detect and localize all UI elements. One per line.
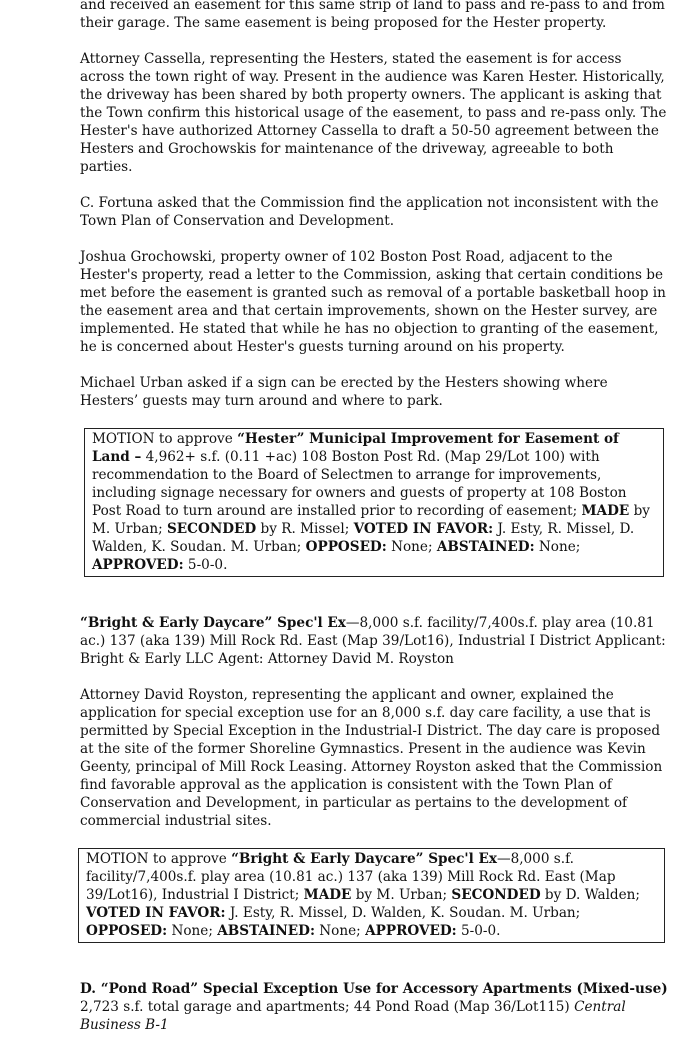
motion-subject: “Hester” Municipal Improvement for Easement of Land – xyxy=(92,431,619,465)
motion-subject: “Bright & Early Daycare” Spec'l Ex xyxy=(231,851,497,867)
voted-label: VOTED IN FAVOR: xyxy=(86,905,226,921)
approved-value: 5-0-0. xyxy=(456,923,501,939)
made-by: by M. Urban; xyxy=(92,503,650,537)
made-by: by M. Urban; xyxy=(351,887,452,903)
paragraph-fortuna: C. Fortuna asked that the Commission find the application not inconsistent with the Town Plan of Conservation and Development. xyxy=(80,195,659,229)
paragraph-attorney-cassella: Attorney Cassella, representing the Hesters, stated the easement is for access across the town right of way. Present in the audience was Karen Hester. Historically, the driveway has been shared by both property owners. The applicant is asking that the Town confirm this historical usage of the easement, to pass and re-pass only. The Hester's have authorized Attorney Cassella to draft a 50-50 agreement between the Hesters and Grochowskis for maintenance of the driveway, agreeable to both parties. xyxy=(80,51,667,175)
motion-prefix: MOTION to approve xyxy=(86,851,232,867)
approved-label: APPROVED: xyxy=(92,557,184,573)
pond-road-details: 2,723 s.f. total garage and apartments; 44 Pond Road (Map 36/Lot115) xyxy=(80,999,575,1015)
application-title: “Bright & Early Daycare” Spec'l Ex xyxy=(80,615,346,631)
motion-box-bright-early xyxy=(78,848,665,943)
motion-body: 4,962+ s.f. (0.11 +ac) 108 Boston Post Rd. (Map 29/Lot 100) with recommendation to the Board of Selectmen to arrange for improvements, including signage necessary for owners and guests of property at 108 Boston Post Road to turn around are installed prior to recording of easement; xyxy=(92,449,627,519)
abstained-value: None; xyxy=(314,923,366,939)
motion-body: —8,000 s.f. facility/7,400s.f. play area (10.81 ac.) 137 (aka 139) Mill Rock Rd. East (Map 39/Lot16), Industrial I District; xyxy=(86,851,616,903)
opposed-value: None; xyxy=(386,539,437,555)
motion-box-hester xyxy=(84,428,664,577)
abstained-value: None; xyxy=(534,539,581,555)
abstained-label: ABSTAINED: xyxy=(436,539,535,555)
seconded-label: SECONDED xyxy=(451,887,541,903)
paragraph-easement-intro: and received an easement for this same strip of land to pass and re-pass to and from their garage. The same easement is being proposed for the Hester property. xyxy=(80,0,665,31)
approved-value: 5-0-0. xyxy=(183,557,228,573)
opposed-label: OPPOSED: xyxy=(305,539,387,555)
paragraph-grochowski: Joshua Grochowski, property owner of 102 Boston Post Road, adjacent to the Hester's property, read a letter to the Commission, asking that certain conditions be met before the easement is granted such as removal of a portable basketball hoop in the easement area and that certain improvements, shown on the Hester survey, are implemented. He stated that while he has no objection to granting of the easement, he is concerned about Hester's guests turning around on his property. xyxy=(80,249,666,355)
motion-text-bright-early xyxy=(86,850,658,940)
made-label: MADE xyxy=(581,503,630,519)
paragraph-attorney-royston: Attorney David Royston, representing the applicant and owner, explained the application for special exception use for an 8,000 s.f. day care facility, a use that is permitted by Special Exception in the Industrial-I District. The day care is proposed at the site of the former Shoreline Gymnastics. Present in the audience was Kevin Geenty, principal of Mill Rock Leasing. Attorney Royston asked that the Commission find favorable approval as the application is consistent with the Town Plan of Conservation and Development, in particular as pertains to the development of commercial industrial sites. xyxy=(80,687,663,829)
made-label: MADE xyxy=(303,887,352,903)
paragraph-urban-sign: Michael Urban asked if a sign can be erected by the Hesters showing where Hesters’ guests may turn around and where to park. xyxy=(80,375,608,409)
application-details: —8,000 s.f. facility/7,400s.f. play area (10.81 ac.) 137 (aka 139) Mill Rock Rd. East (Map 39/Lot16), Industrial I District Applicant: Bright & Early LLC Agent: Attorney David M. Royston xyxy=(80,615,666,667)
section-heading-pond-road: D. “Pond Road” Special Exception Use for Accessory Apartments (Mixed-use) xyxy=(80,981,668,997)
abstained-label: ABSTAINED: xyxy=(217,923,315,939)
seconded-label: SECONDED xyxy=(166,521,257,537)
document-page xyxy=(80,0,668,1052)
motion-prefix: MOTION to approve xyxy=(92,431,238,447)
paragraph-pond-road xyxy=(80,980,668,1034)
zone-label: Central Business B-1 xyxy=(80,999,626,1033)
approved-label: APPROVED: xyxy=(365,923,457,939)
seconded-by: by D. Walden; xyxy=(540,887,641,903)
paragraph-bright-early-heading xyxy=(80,614,668,668)
opposed-label: OPPOSED: xyxy=(86,923,168,939)
motion-text-hester xyxy=(92,430,657,574)
opposed-value: None; xyxy=(167,923,218,939)
voted-list: J. Esty, R. Missel, D. Walden, K. Soudan. M. Urban; xyxy=(225,905,581,921)
voted-list: J. Esty, R. Missel, D. Walden, K. Soudan. M. Urban; xyxy=(92,521,635,555)
voted-label: VOTED IN FAVOR: xyxy=(353,521,494,537)
seconded-by: by R. Missel; xyxy=(256,521,354,537)
